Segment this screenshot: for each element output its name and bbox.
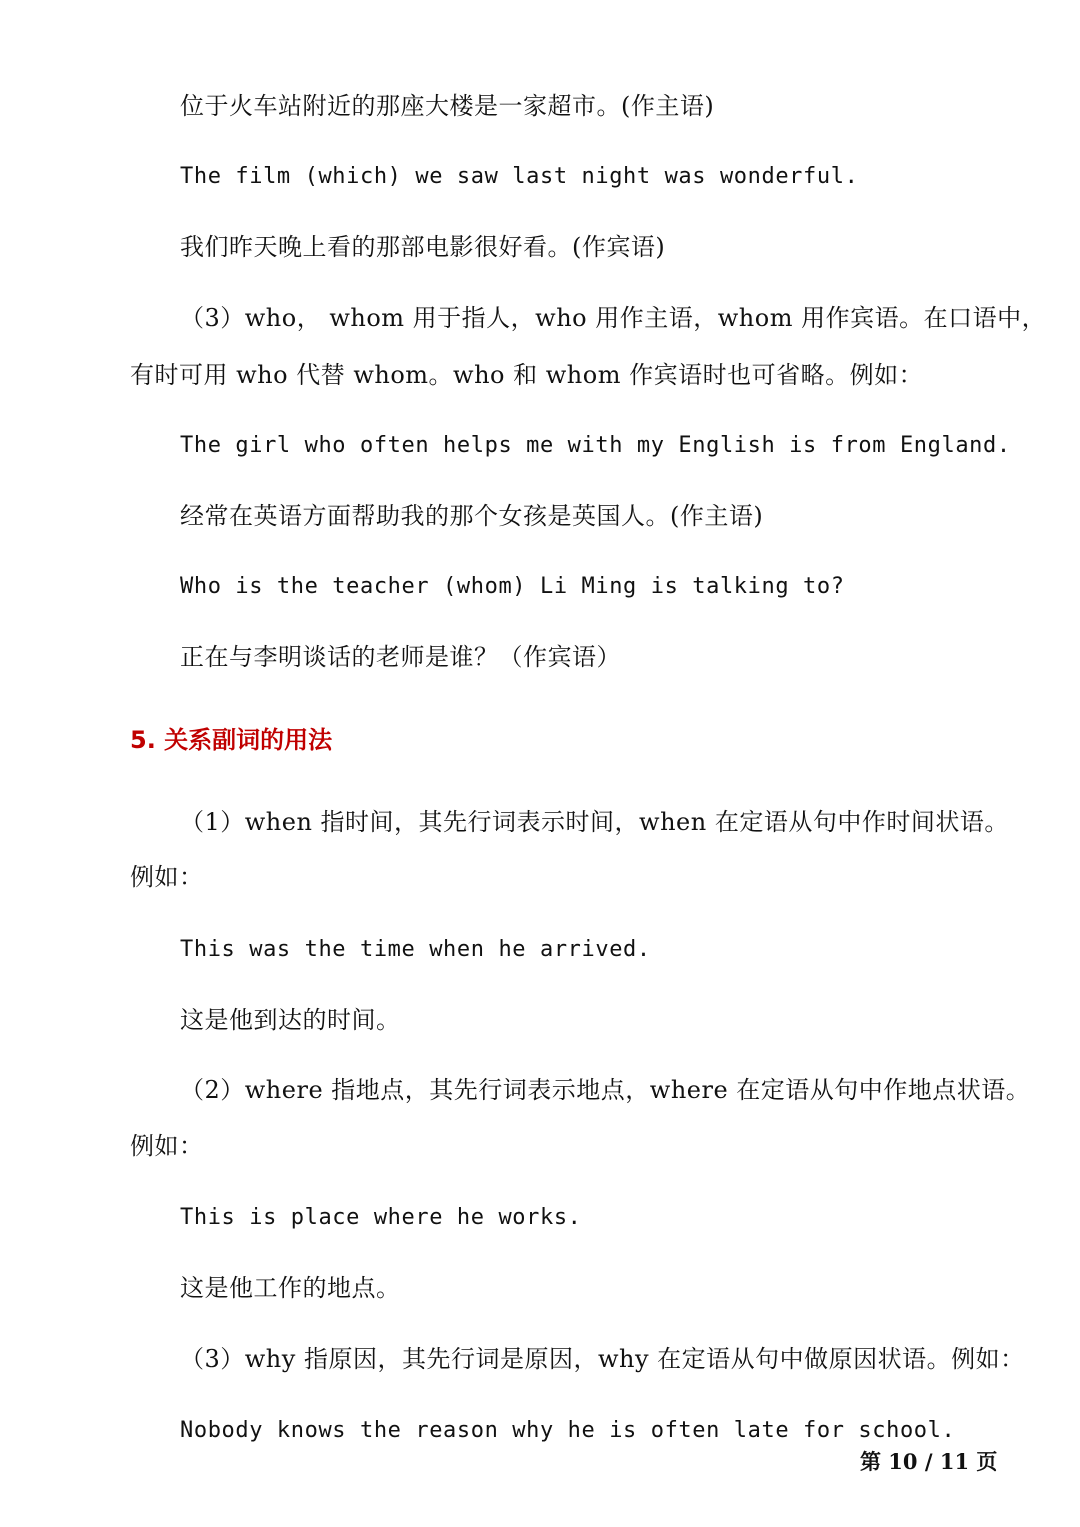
example-translation: 正在与李明谈话的老师是谁？（作宾语） [180,643,621,671]
example-translation: 位于火车站附近的那座大楼是一家超市。(作主语) [180,92,715,120]
example-sentence: Who is the teacher (whom) Li Ming is talking to? [180,574,845,599]
example-translation: 这是他到达的时间。 [180,1006,401,1034]
example-sentence: The girl who often helps me with my English is from England. [180,433,1011,458]
example-sentence: This is place where he works. [180,1205,582,1230]
paragraph-line: 有时可用 who 代替 whom。who 和 whom 作宾语时也可省略。例如： [130,361,924,389]
example-translation: 这是他工作的地点。 [180,1274,401,1302]
paragraph-line: （1）when 指时间，其先行词表示时间，when 在定语从句中作时间状语。 [180,808,1009,836]
paragraph-line: 例如： [130,863,204,891]
paragraph-line: （3）why 指原因，其先行词是原因，why 在定语从句中做原因状语。例如： [180,1345,1025,1373]
example-translation: 我们昨天晚上看的那部电影很好看。(作宾语) [180,233,666,261]
example-sentence: Nobody knows the reason why he is often late for school. [180,1418,956,1443]
section-heading: 5. 关系副词的用法 [130,726,333,754]
paragraph-line: （3）who， whom 用于指人，who 用作主语，whom 用作宾语。在口语中， [180,304,1047,332]
example-sentence: This was the time when he arrived. [180,937,651,962]
paragraph-line: 例如： [130,1132,204,1160]
example-translation: 经常在英语方面帮助我的那个女孩是英国人。(作主语) [180,502,764,530]
paragraph-line: （2）where 指地点，其先行词表示地点，where 在定语从句中作地点状语。 [180,1076,1031,1104]
page-number: 第 10 / 11 页 [860,1449,998,1474]
example-sentence: The film (which) we saw last night was wonderful. [180,164,859,189]
